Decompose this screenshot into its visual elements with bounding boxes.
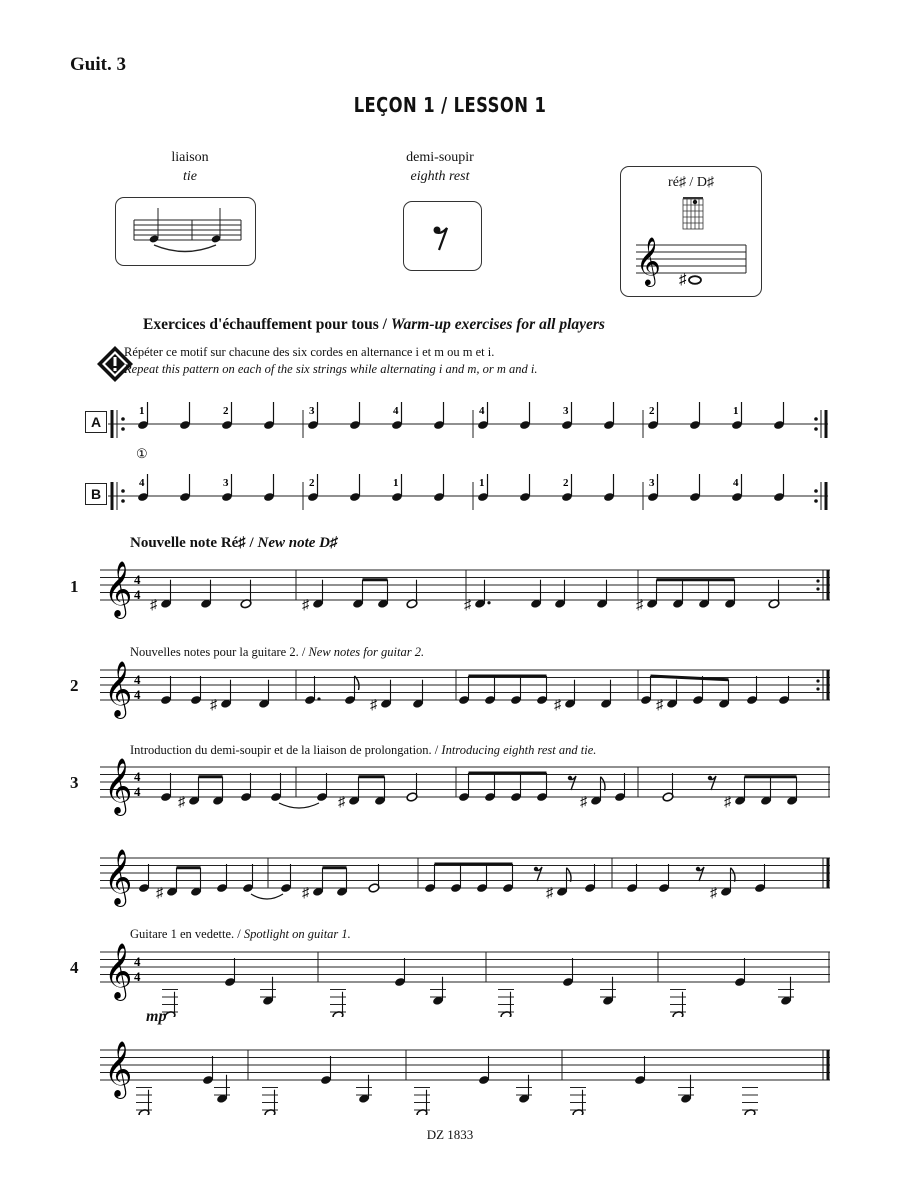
finger-number: 2 xyxy=(223,405,229,417)
ex2-staff xyxy=(100,660,840,720)
time-signature-bottom: 4 xyxy=(134,587,141,602)
ex1-staff xyxy=(100,560,840,620)
ex2-note-en: New notes for guitar 2. xyxy=(308,645,425,659)
row-a-rhythm xyxy=(108,400,838,466)
ex4-number: 4 xyxy=(70,958,79,977)
tie-label-en: tie xyxy=(183,169,197,184)
treble-clef-icon: 𝄞 xyxy=(636,239,661,285)
sharp-icon: ♯ xyxy=(546,885,553,901)
ex4-note xyxy=(130,927,351,942)
warmup-title-fr: Exercices d'échauffement pour tous / xyxy=(143,316,391,333)
ex3-note-en: Introducing eighth rest and tie. xyxy=(441,743,597,757)
sharp-icon: ♯ xyxy=(210,697,217,713)
tie xyxy=(279,803,319,808)
ex2-note-fr: Nouvelles notes pour la guitare 2. / xyxy=(130,645,309,659)
ex2-note xyxy=(130,645,424,660)
finger-number: 2 xyxy=(563,477,569,489)
time-signature-bottom: 4 xyxy=(134,784,141,799)
sharp-icon: ♯ xyxy=(656,697,663,713)
ex1-heading xyxy=(130,535,337,552)
ex4-staff-2 xyxy=(100,1040,840,1115)
part-label: Guit. 3 xyxy=(70,54,126,75)
ex3-staff-2 xyxy=(100,848,840,908)
note-flag xyxy=(355,676,360,690)
finger-number: 3 xyxy=(649,477,655,489)
sharp-icon: ♯ xyxy=(710,885,717,901)
ex3-staff xyxy=(100,757,840,817)
string-marker: ① xyxy=(136,446,148,461)
repeat-dot xyxy=(816,587,819,590)
time-signature-bottom: 4 xyxy=(134,687,141,702)
row-a-label: A xyxy=(85,411,107,433)
sharp-icon: ♯ xyxy=(554,697,561,713)
catalog-code: DZ 1833 xyxy=(426,1127,474,1142)
warmup-title-en: Warm-up exercises for all players xyxy=(390,316,605,333)
tie-label-fr: liaison xyxy=(171,150,209,165)
sharp-icon: ♯ xyxy=(338,794,345,810)
treble-clef-icon: 𝄞 xyxy=(104,1043,133,1096)
tie-example-box xyxy=(115,197,256,266)
sharp-icon: ♯ xyxy=(679,272,687,288)
finger-number: 1 xyxy=(479,477,485,489)
rest-label-fr: demi-soupir xyxy=(406,150,474,165)
sharp-icon: ♯ xyxy=(580,794,587,810)
ex3-note xyxy=(130,743,596,758)
repeat-dot xyxy=(816,579,819,582)
rest-example-box xyxy=(403,201,482,271)
dynamic-marking: mp xyxy=(146,1008,167,1025)
ex4-note-fr: Guitare 1 en vedette. / xyxy=(130,927,244,941)
tie-example-staff xyxy=(116,198,255,265)
rest-label-en: eighth rest xyxy=(410,169,470,184)
finger-number: 2 xyxy=(649,405,655,417)
tie xyxy=(251,894,283,899)
finger-number: 1 xyxy=(393,477,399,489)
warmup-instruction-fr: Répéter ce motif sur chacune des six cordes en alternance i et m ou m et i. xyxy=(124,345,495,359)
time-signature-bottom: 4 xyxy=(134,969,141,984)
repeat-dot xyxy=(814,499,818,503)
row-b-label: B xyxy=(85,483,107,505)
ex1-heading-en: New note D♯ xyxy=(257,535,338,551)
ex1-number: 1 xyxy=(70,577,79,596)
sharp-icon: ♯ xyxy=(302,885,309,901)
treble-clef-icon: 𝄞 xyxy=(104,760,133,813)
tie-label xyxy=(130,148,250,186)
finger-number: 1 xyxy=(139,405,145,417)
repeat-dot xyxy=(121,427,125,431)
row-b-rhythm xyxy=(108,472,838,522)
ex2-number: 2 xyxy=(70,676,79,695)
ex4-staff xyxy=(100,942,840,1017)
treble-clef-icon: 𝄞 xyxy=(104,945,133,998)
d-sharp-box xyxy=(620,166,762,297)
finger-number: 4 xyxy=(139,477,145,489)
repeat-dot xyxy=(814,427,818,431)
ex4-note-en: Spotlight on guitar 1. xyxy=(243,927,351,941)
time-signature-top: 4 xyxy=(134,672,141,687)
ex3-number: 3 xyxy=(70,773,79,792)
note-flag xyxy=(601,777,606,791)
note-flag xyxy=(567,868,572,882)
treble-clef-icon: 𝄞 xyxy=(104,851,133,904)
finger-number: 3 xyxy=(223,477,229,489)
treble-clef-icon: 𝄞 xyxy=(104,563,133,616)
repeat-dot xyxy=(814,417,818,421)
finger-number: 1 xyxy=(733,405,739,417)
sharp-icon: ♯ xyxy=(724,794,731,810)
sharp-icon: ♯ xyxy=(156,885,163,901)
sharp-icon: ♯ xyxy=(178,794,185,810)
sharp-icon: ♯ xyxy=(150,597,157,613)
repeat-dot xyxy=(121,489,125,493)
eighth-rest-icon xyxy=(404,202,481,270)
augmentation-dot xyxy=(487,601,490,604)
finger-number: 3 xyxy=(309,405,315,417)
repeat-dot xyxy=(816,687,819,690)
repeat-dot xyxy=(814,489,818,493)
treble-clef-icon: 𝄞 xyxy=(104,663,133,716)
finger-number: 2 xyxy=(309,477,315,489)
time-signature-top: 4 xyxy=(134,572,141,587)
sharp-icon: ♯ xyxy=(464,597,471,613)
beam xyxy=(651,676,729,680)
ex3-note-fr: Introduction du demi-soupir et de la liaison de prolongation. / xyxy=(130,743,442,757)
d-sharp-label: ré♯ / D♯ xyxy=(668,175,714,190)
note-flag xyxy=(731,868,736,882)
ex1-heading-fr: Nouvelle note Ré♯ / xyxy=(130,535,258,551)
repeat-dot xyxy=(121,499,125,503)
rest-label xyxy=(375,148,505,186)
finger-number: 4 xyxy=(733,477,739,489)
repeat-dot xyxy=(121,417,125,421)
warmup-instruction-en: Repeat this pattern on each of the six strings while alternating i and m, or m and i. xyxy=(124,362,538,376)
augmentation-dot xyxy=(317,697,320,700)
finger-number: 3 xyxy=(563,405,569,417)
sharp-icon: ♯ xyxy=(302,597,309,613)
sharp-icon: ♯ xyxy=(370,697,377,713)
repeat-dot xyxy=(816,679,819,682)
finger-number: 4 xyxy=(479,405,485,417)
sharp-icon: ♯ xyxy=(636,597,643,613)
d-sharp-staff xyxy=(621,167,761,296)
page-title: LEÇON 1 / LESSON 1 xyxy=(353,93,547,117)
finger-number: 4 xyxy=(393,405,399,417)
time-signature-top: 4 xyxy=(134,954,141,969)
time-signature-top: 4 xyxy=(134,769,141,784)
warmup-title xyxy=(143,316,605,334)
